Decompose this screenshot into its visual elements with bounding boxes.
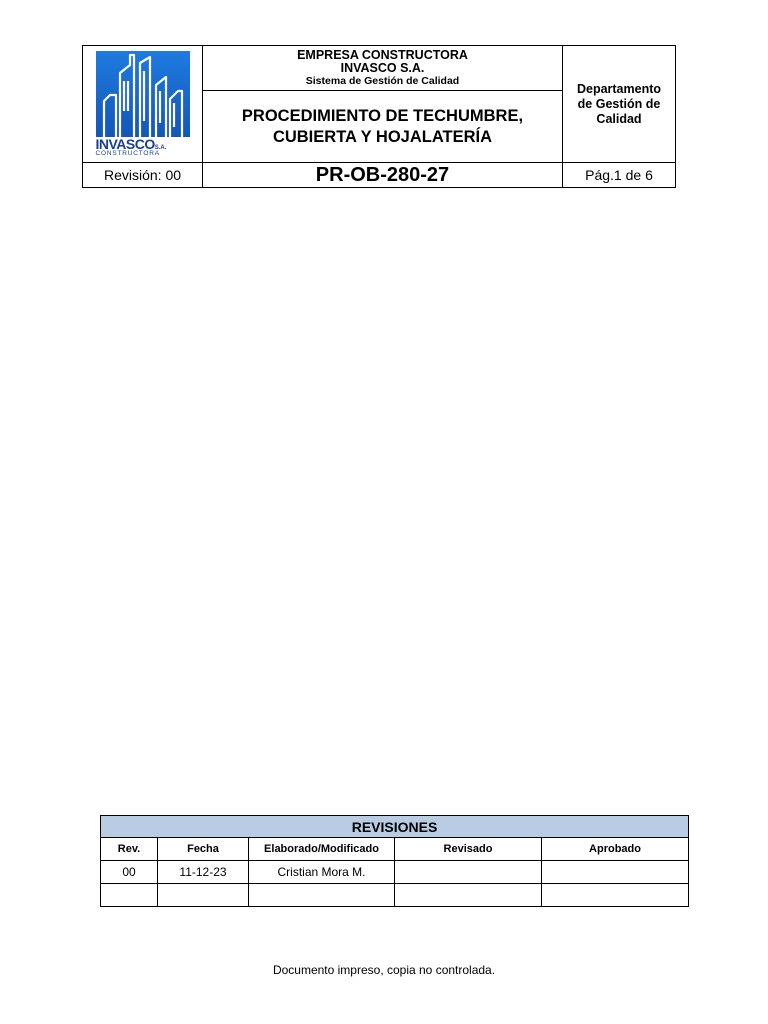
company-line-2: INVASCO S.A. xyxy=(340,60,425,75)
company-cell xyxy=(203,46,563,91)
company-line-1: EMPRESA CONSTRUCTORA xyxy=(297,47,468,62)
logo-brand: INVASCOS.A. xyxy=(95,136,167,152)
column-header-elaborado: Elaborado/Modificado xyxy=(249,838,395,861)
table-cell xyxy=(101,884,158,907)
logo-cell xyxy=(83,46,203,163)
table-cell: 11-12-23 xyxy=(158,861,249,884)
table-cell xyxy=(249,884,395,907)
buildings-icon xyxy=(96,51,190,137)
table-row xyxy=(101,884,689,907)
column-header-revisado: Revisado xyxy=(395,838,542,861)
revisions-header-row xyxy=(101,838,689,861)
page-number: Pág.1 de 6 xyxy=(563,163,676,188)
document-header xyxy=(82,45,676,188)
column-header-aprobado: Aprobado xyxy=(542,838,689,861)
column-header-fecha: Fecha xyxy=(158,838,249,861)
table-cell: Cristian Mora M. xyxy=(249,861,395,884)
title-line-1: PROCEDIMIENTO DE TECHUMBRE, xyxy=(241,106,524,125)
table-cell xyxy=(395,861,542,884)
column-header-rev: Rev. xyxy=(101,838,158,861)
table-cell xyxy=(542,884,689,907)
department-line-2: de Gestión de xyxy=(577,96,661,111)
footer-note: Documento impreso, copia no controlada. xyxy=(272,963,496,977)
table-cell xyxy=(158,884,249,907)
document-code: PR-OB-280-27 xyxy=(203,163,563,188)
document-title xyxy=(203,91,563,163)
table-row xyxy=(101,861,689,884)
department-cell xyxy=(563,46,676,163)
company-logo xyxy=(96,51,190,157)
quality-system: Sistema de Gestión de Calidad xyxy=(305,74,460,87)
logo-brand-sub: CONSTRUCTORA xyxy=(95,150,160,157)
table-cell xyxy=(542,861,689,884)
revisions-table xyxy=(100,815,689,907)
department-line-1: Departamento xyxy=(576,81,662,96)
table-cell xyxy=(395,884,542,907)
table-cell: 00 xyxy=(101,861,158,884)
revision-number: Revisión: 00 xyxy=(83,163,203,188)
revisions-title: REVISIONES xyxy=(101,816,689,838)
department-line-3: Calidad xyxy=(596,111,642,126)
title-line-2: CUBIERTA Y HOJALATERÍA xyxy=(272,127,493,146)
